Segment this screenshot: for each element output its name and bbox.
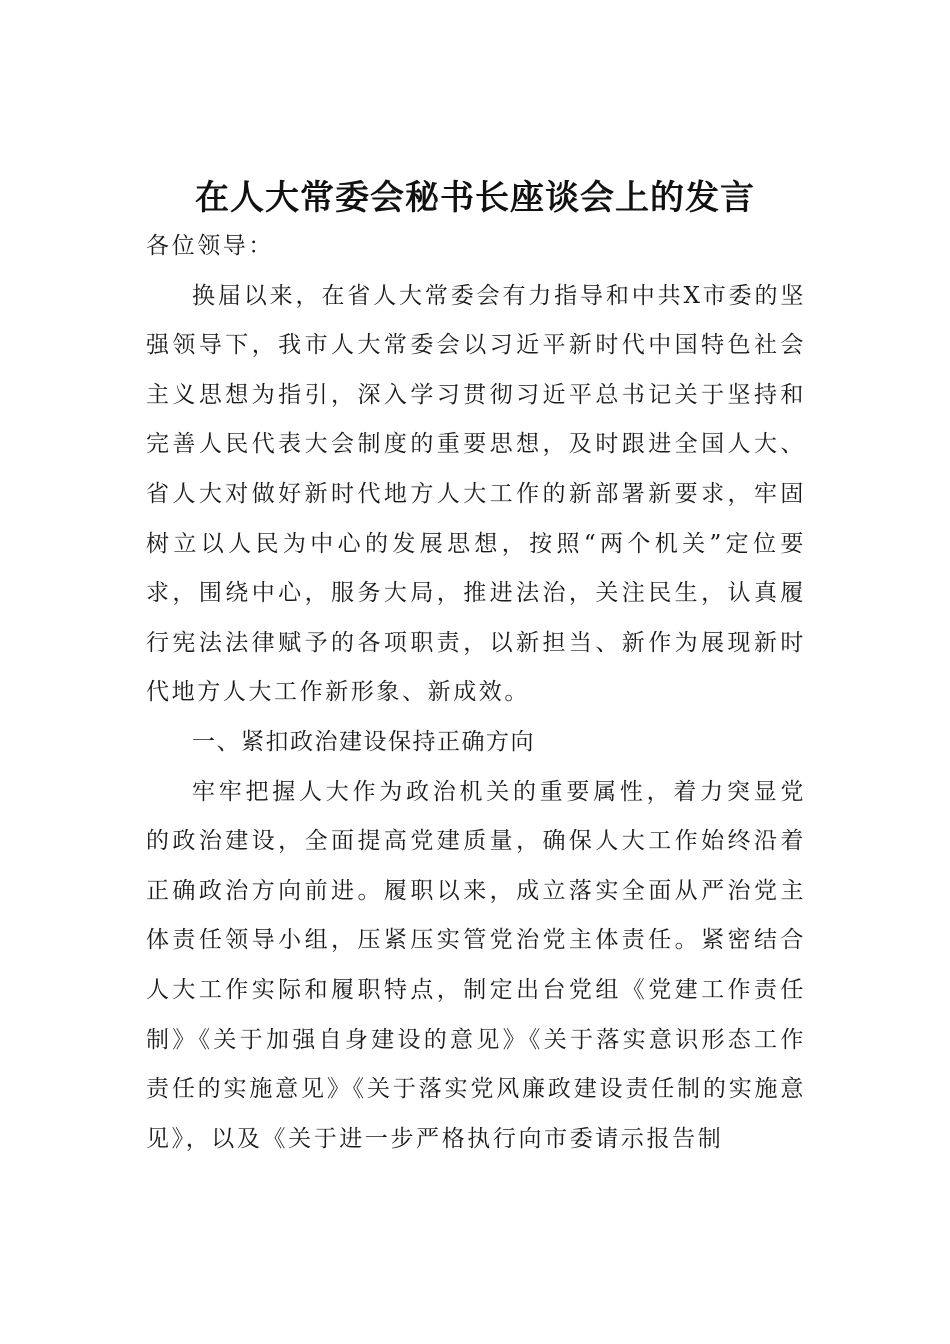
salutation: 各位领导： xyxy=(146,233,274,259)
paragraph-section-1: 牢牢把握人大作为政治机关的重要属性，着力突显党的政治建设，全面提高党建质量，确保人大工作始终沿着正确政治方向前进。履职以来，成立落实全面从严治党主体责任领导小组，压紧压实管党治党主体责任。紧密结合人大工作实际和履职特点，制定出台党组《党建工作责任制》《关于加强自身建设的意见》《关于落实意识形态工作责任的实施意见》《关于落实党风廉政建设责任制的实施意见》，以及《关于进一步严格执行向市委请示报告制 xyxy=(146,778,806,1152)
document-title: 在人大常委会秘书长座谈会上的发言 xyxy=(195,177,755,218)
section-heading-1: 一、紧扣政治建设保持正确方向 xyxy=(192,728,535,755)
paragraph-intro: 换届以来，在省人大常委会有力指导和中共X市委的坚强领导下，我市人大常委会以习近平新时代中国特色社会主义思想为指引，深入学习贯彻习近平总书记关于坚持和完善人民代表大会制度的重要思想，及时跟进全国人大、省人大对做好新时代地方人大工作的新部署新要求，牢固树立以人民为中心的发展思想，按照“两个机关”定位要求，围绕中心，服务大局，推进法治，关注民生，认真履行宪法法律赋予的各项职责，以新担当、新作为展现新时代地方人大工作新形象、新成效。 xyxy=(146,282,806,706)
document-body xyxy=(146,222,806,1164)
